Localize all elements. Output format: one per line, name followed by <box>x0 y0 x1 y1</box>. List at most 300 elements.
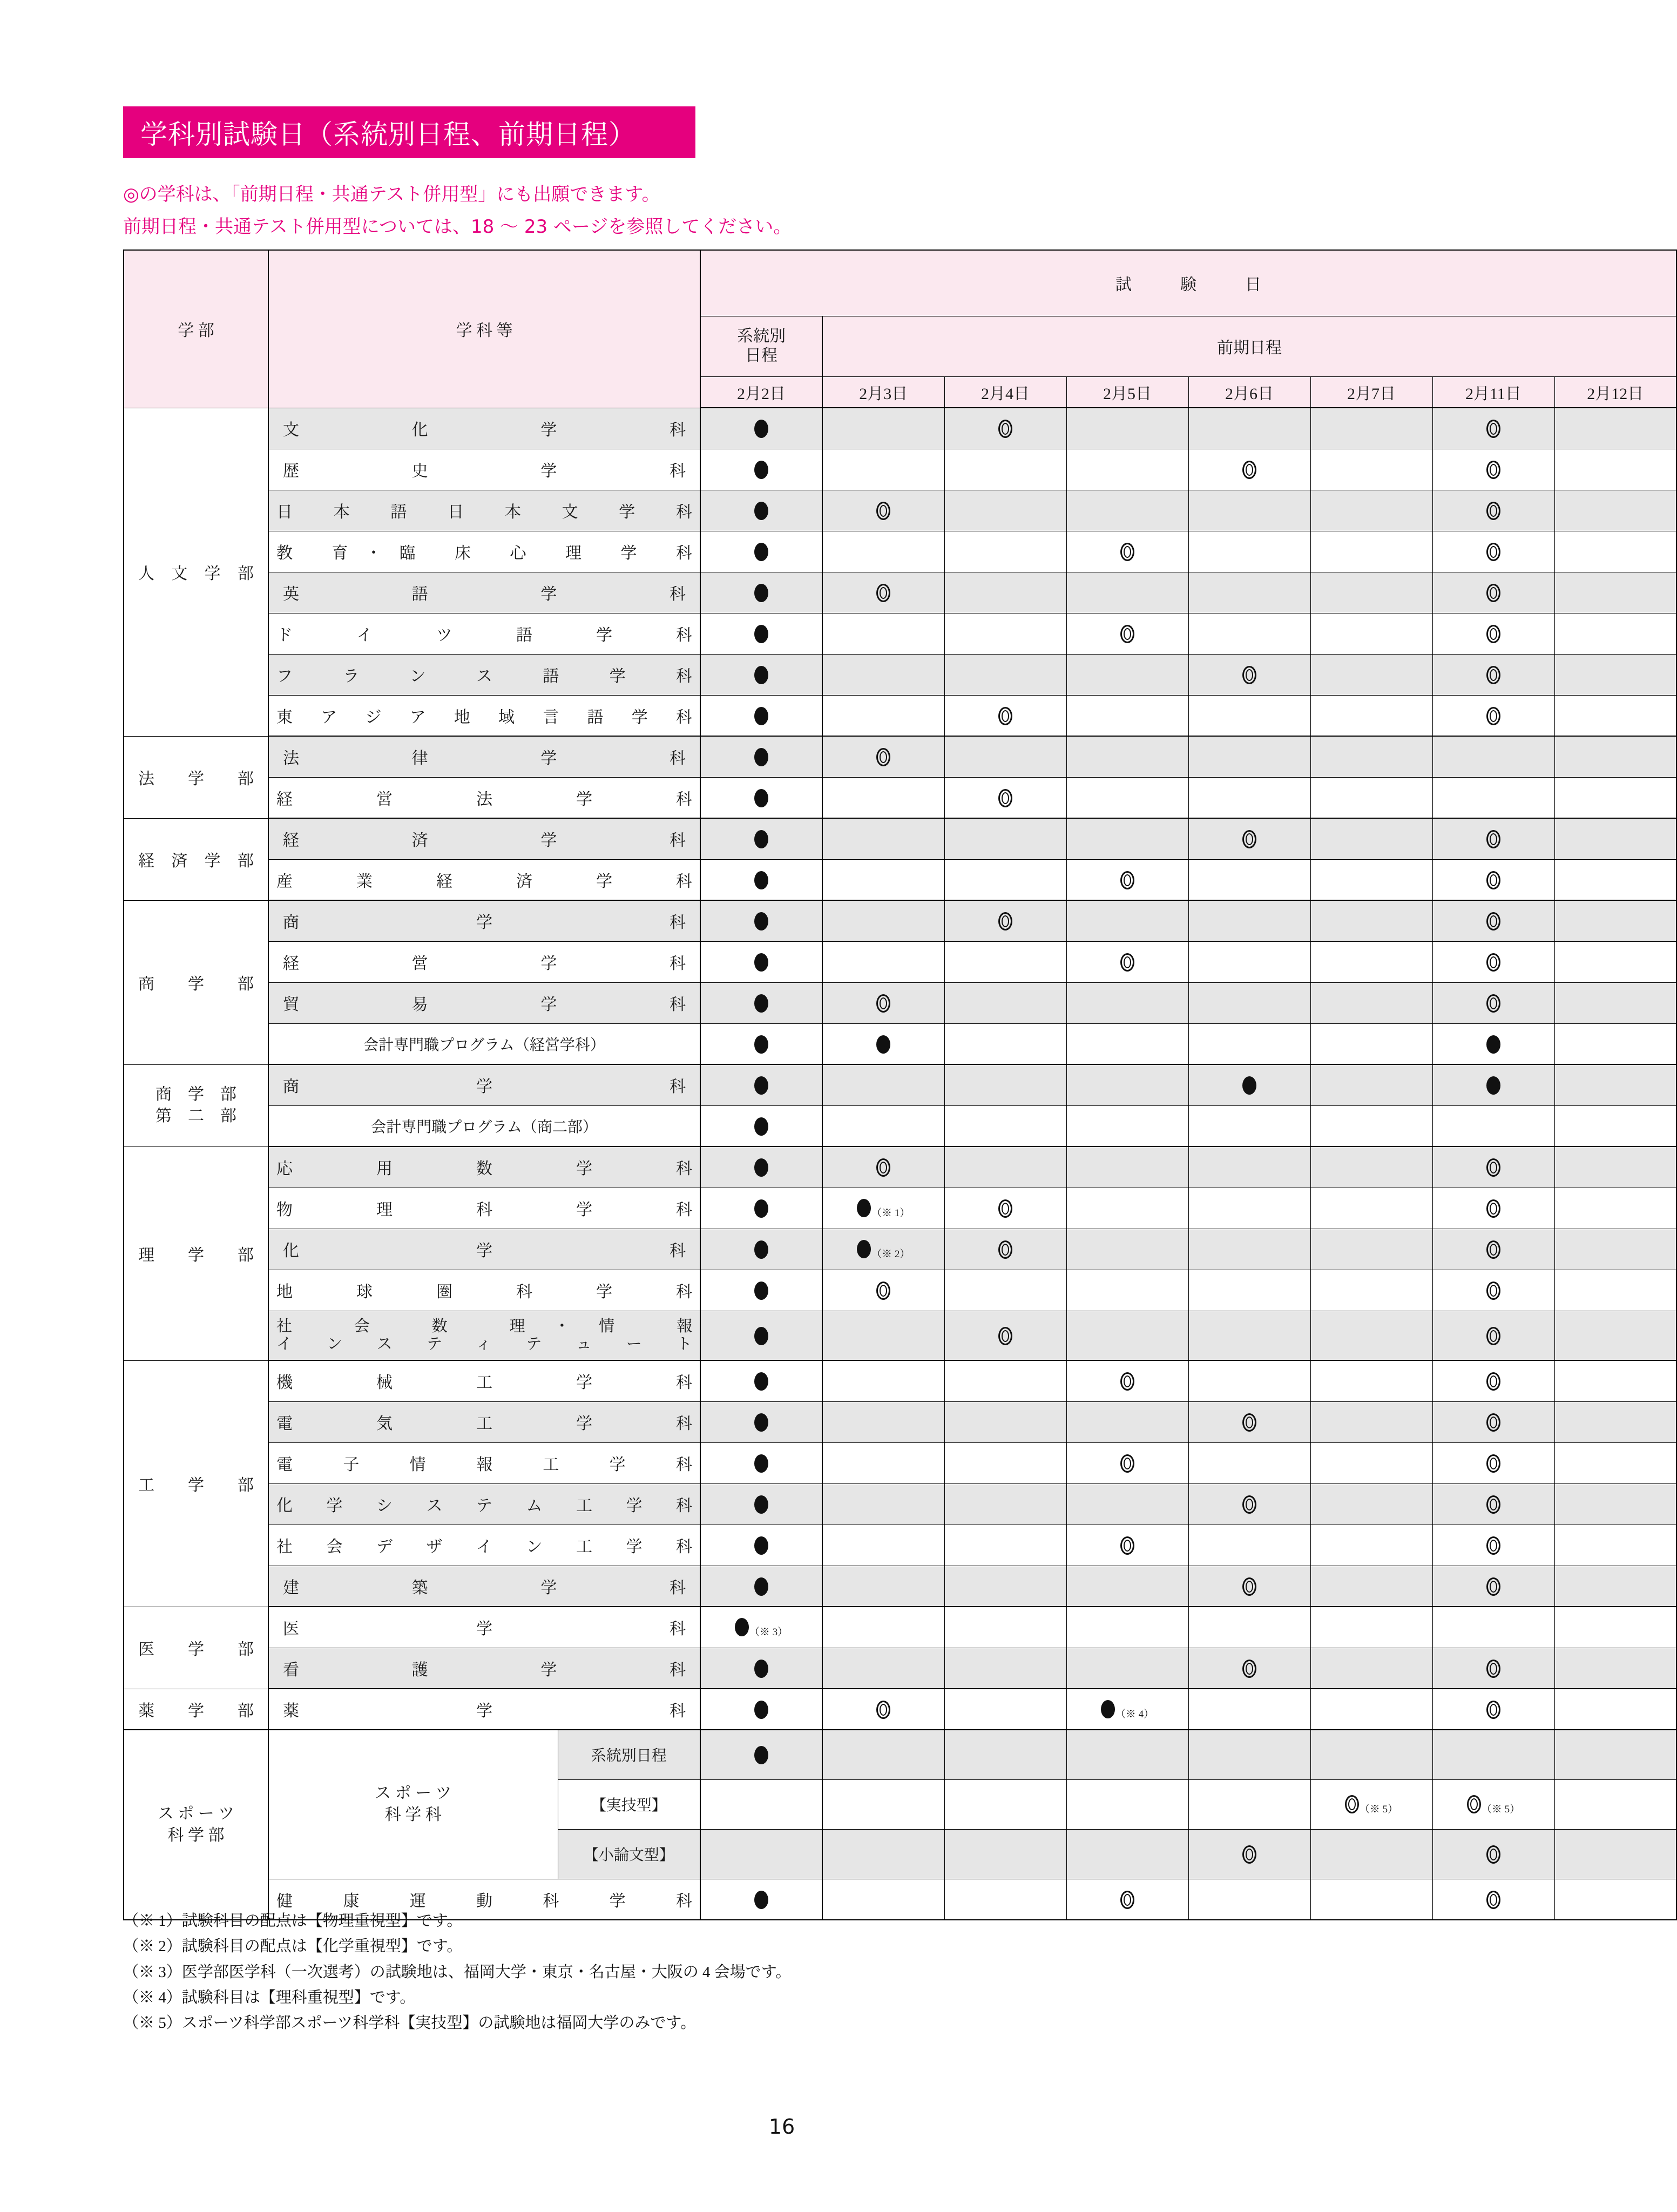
schedule-mark <box>754 1701 768 1719</box>
schedule-cell <box>944 1229 1066 1270</box>
mark-double-circle <box>876 502 890 520</box>
schedule-cell <box>822 1270 944 1311</box>
department-cell <box>268 818 700 859</box>
schedule-cell <box>700 1360 822 1401</box>
table-row <box>124 1648 1676 1689</box>
mark-filled-circle <box>754 707 768 725</box>
schedule-mark <box>876 748 890 766</box>
department-label: 英 語 学 科 <box>283 585 686 603</box>
schedule-cell <box>944 1607 1066 1648</box>
schedule-cell <box>822 818 944 859</box>
schedule-mark <box>1486 1413 1500 1432</box>
schedule-cell <box>700 1105 822 1147</box>
schedule-mark <box>754 461 768 479</box>
schedule-mark <box>754 707 768 725</box>
schedule-cell <box>1554 1311 1676 1360</box>
schedule-mark <box>1486 666 1500 684</box>
schedule-mark <box>754 994 768 1013</box>
schedule-cell <box>1066 736 1188 777</box>
footnote-5: （※ 5）スポーツ科学部スポーツ科学科【実技型】の試験地は福岡大学のみです。 <box>123 2014 697 2032</box>
mark-double-circle <box>1120 1891 1134 1909</box>
schedule-cell <box>1432 1442 1554 1483</box>
department-label: 機 械 工 学 科 <box>276 1374 692 1392</box>
schedule-cell <box>822 1401 944 1442</box>
schedule-cell <box>944 449 1066 490</box>
department-label: 東 ア ジ ア 地 域 言 語 学 科 <box>276 708 692 726</box>
schedule-cell <box>1554 695 1676 736</box>
mark-filled-circle <box>754 953 768 972</box>
department-label: 建 築 学 科 <box>283 1579 686 1597</box>
schedule-cell <box>1310 1064 1432 1105</box>
department-label: 経 済 学 科 <box>283 832 686 850</box>
faculty-label: 商 学 部 第 二 部 <box>124 1064 268 1147</box>
schedule-cell <box>1310 1188 1432 1229</box>
mark-double-circle <box>1486 994 1500 1013</box>
schedule-cell <box>700 777 822 818</box>
page-title: 学科別試験日（系統別日程、前期日程） <box>140 119 636 150</box>
department-cell <box>268 1064 700 1105</box>
schedule-cell <box>1310 818 1432 859</box>
schedule-cell <box>822 1689 944 1730</box>
schedule-cell <box>944 531 1066 572</box>
mark-filled-circle <box>735 1618 749 1636</box>
table-row <box>124 449 1676 490</box>
mark-filled-circle <box>754 1577 768 1596</box>
schedule-cell <box>1432 859 1554 900</box>
schedule-cell <box>1066 1730 1188 1779</box>
schedule-cell <box>700 613 822 654</box>
department-label: 経 営 法 学 科 <box>276 790 692 808</box>
schedule-cell <box>1066 695 1188 736</box>
schedule-cell <box>1554 1829 1676 1879</box>
schedule-cell <box>1066 654 1188 695</box>
schedule-mark <box>1242 461 1256 479</box>
schedule-cell <box>1188 1229 1310 1270</box>
schedule-mark <box>857 1199 910 1218</box>
schedule-cell <box>944 1064 1066 1105</box>
schedule-cell <box>1310 1648 1432 1689</box>
mark-filled-circle <box>754 1240 768 1259</box>
schedule-cell <box>1432 1229 1554 1270</box>
department-cell <box>268 1188 700 1229</box>
footnote-marker: （※ 2） <box>871 1249 910 1260</box>
mark-double-circle <box>1486 461 1500 479</box>
footnote-4: （※ 4）試験科目は【理科重視型】です。 <box>123 1988 416 2006</box>
schedule-cell <box>1554 531 1676 572</box>
schedule-cell <box>1432 1607 1554 1648</box>
department-label: 商 学 科 <box>283 1078 686 1096</box>
schedule-mark <box>754 543 768 561</box>
mark-double-circle <box>1486 1891 1500 1909</box>
mark-filled-circle <box>1101 1700 1115 1718</box>
department-cell <box>268 449 700 490</box>
schedule-mark <box>1486 1076 1500 1095</box>
mark-filled-circle <box>754 420 768 438</box>
table-row <box>124 818 1676 859</box>
footnote-marker: （※ 4） <box>1115 1709 1154 1720</box>
department-cell <box>268 531 700 572</box>
mark-double-circle <box>1242 1413 1256 1432</box>
schedule-cell <box>1554 859 1676 900</box>
department-label: 応 用 数 学 科 <box>276 1160 692 1178</box>
schedule-mark <box>754 420 768 438</box>
mark-filled-circle <box>754 1746 768 1764</box>
mark-double-circle <box>1345 1795 1359 1813</box>
department-cell <box>268 859 700 900</box>
schedule-cell <box>1066 1229 1188 1270</box>
schedule-cell <box>944 1689 1066 1730</box>
schedule-cell <box>1432 1105 1554 1147</box>
schedule-mark <box>1242 1076 1256 1095</box>
schedule-cell <box>1432 572 1554 613</box>
schedule-cell <box>700 1689 822 1730</box>
schedule-cell <box>700 1401 822 1442</box>
schedule-mark <box>1486 1495 1500 1514</box>
schedule-cell <box>1310 1147 1432 1188</box>
schedule-cell <box>822 1311 944 1360</box>
department-label: 経 営 学 科 <box>283 955 686 973</box>
department-cell <box>268 941 700 982</box>
schedule-cell <box>1554 1105 1676 1147</box>
department-label: 産 業 経 済 学 科 <box>276 872 692 891</box>
mark-filled-circle <box>754 1327 768 1345</box>
schedule-cell <box>944 1105 1066 1147</box>
schedule-cell <box>1554 449 1676 490</box>
schedule-cell <box>700 941 822 982</box>
schedule-cell <box>1310 531 1432 572</box>
department-cell <box>268 777 700 818</box>
schedule-mark <box>1467 1795 1520 1815</box>
schedule-cell <box>822 1829 944 1879</box>
schedule-cell <box>1310 408 1432 449</box>
mark-double-circle <box>1242 830 1256 848</box>
schedule-mark <box>1486 1199 1500 1218</box>
schedule-cell <box>944 1879 1066 1920</box>
schedule-cell <box>1432 1023 1554 1064</box>
header-date-2-3: 2月3日 <box>822 376 944 408</box>
mark-filled-circle <box>754 1372 768 1391</box>
department-label: 物 理 科 学 科 <box>276 1201 692 1219</box>
table-body <box>124 408 1676 1920</box>
schedule-cell <box>1188 1730 1310 1779</box>
schedule-cell <box>700 1147 822 1188</box>
schedule-mark <box>754 1199 768 1218</box>
schedule-mark <box>1486 1660 1500 1678</box>
schedule-cell <box>1310 1360 1432 1401</box>
schedule-cell <box>1554 818 1676 859</box>
schedule-mark <box>1486 625 1500 643</box>
mark-double-circle <box>998 1240 1012 1259</box>
schedule-cell <box>1066 1270 1188 1311</box>
header-zenki-nittei: 前期日程 <box>822 316 1676 376</box>
schedule-cell <box>1310 941 1432 982</box>
faculty-label: 経 済 学 部 <box>124 818 268 900</box>
mark-double-circle <box>1242 666 1256 684</box>
schedule-cell <box>1188 1311 1310 1360</box>
schedule-mark <box>754 748 768 766</box>
schedule-cell <box>700 408 822 449</box>
table-row <box>124 1689 1676 1730</box>
schedule-mark <box>1242 830 1256 848</box>
mark-filled-circle <box>754 871 768 889</box>
schedule-cell <box>1432 1829 1554 1879</box>
schedule-cell <box>700 736 822 777</box>
schedule-cell <box>1066 859 1188 900</box>
schedule-mark <box>998 420 1012 438</box>
schedule-cell <box>944 818 1066 859</box>
schedule-cell <box>822 1483 944 1525</box>
footnote-3: （※ 3）医学部医学科（一次選考）の試験地は、福岡大学・東京・名古屋・大阪の 4 会場です。 <box>123 1963 792 1981</box>
schedule-cell <box>1432 1730 1554 1779</box>
schedule-cell <box>1066 900 1188 941</box>
schedule-mark <box>754 1282 768 1300</box>
mark-double-circle <box>998 1199 1012 1218</box>
exam-schedule-table <box>123 249 1677 1920</box>
mark-double-circle <box>1486 1454 1500 1473</box>
mark-double-circle <box>1120 625 1134 643</box>
schedule-cell <box>944 1648 1066 1689</box>
mark-double-circle <box>876 1282 890 1300</box>
mark-double-circle <box>1486 1577 1500 1596</box>
mark-filled-circle <box>754 584 768 602</box>
schedule-mark <box>1120 1536 1134 1555</box>
schedule-cell <box>1066 1401 1188 1442</box>
schedule-cell <box>1310 1229 1432 1270</box>
schedule-mark <box>1486 830 1500 848</box>
table-row <box>124 654 1676 695</box>
schedule-cell <box>822 982 944 1023</box>
department-label: フ ラ ン ス 語 学 科 <box>276 667 692 685</box>
header-keitou-nittei: 系統別 日程 <box>700 316 822 376</box>
schedule-cell <box>1188 695 1310 736</box>
mark-double-circle <box>876 584 890 602</box>
mark-filled-circle <box>754 1454 768 1473</box>
table-row <box>124 982 1676 1023</box>
schedule-cell <box>1432 449 1554 490</box>
schedule-cell <box>822 1730 944 1779</box>
schedule-cell <box>944 1483 1066 1525</box>
schedule-cell <box>1310 777 1432 818</box>
schedule-cell <box>822 1064 944 1105</box>
mark-double-circle <box>1486 666 1500 684</box>
table-row <box>124 695 1676 736</box>
schedule-mark <box>754 1454 768 1473</box>
schedule-cell <box>1310 982 1432 1023</box>
schedule-cell <box>1188 1483 1310 1525</box>
mark-filled-circle <box>754 994 768 1013</box>
schedule-cell <box>1432 1779 1554 1829</box>
schedule-cell <box>822 1779 944 1829</box>
schedule-cell <box>700 1311 822 1360</box>
table-row <box>124 736 1676 777</box>
schedule-cell <box>1066 1607 1188 1648</box>
schedule-cell <box>700 531 822 572</box>
mark-double-circle <box>1120 953 1134 972</box>
mark-double-circle <box>1486 1199 1500 1218</box>
schedule-cell <box>1432 1064 1554 1105</box>
schedule-cell <box>1066 531 1188 572</box>
schedule-cell <box>1554 654 1676 695</box>
lead-note-1: ◎の学科は、「前期日程・共通テスト併用型」にも出願できます。 <box>123 184 660 205</box>
department-label: 電 気 工 学 科 <box>276 1415 692 1433</box>
schedule-mark <box>754 1495 768 1514</box>
table-row <box>124 1188 1676 1229</box>
schedule-cell <box>700 1483 822 1525</box>
mark-double-circle <box>1486 1701 1500 1719</box>
header-date-2-5: 2月5日 <box>1066 376 1188 408</box>
department-cell <box>268 613 700 654</box>
page-number: 16 <box>768 2115 795 2139</box>
schedule-cell <box>1554 613 1676 654</box>
mark-double-circle <box>1242 1577 1256 1596</box>
schedule-mark <box>1120 953 1134 972</box>
mark-filled-circle <box>754 1282 768 1300</box>
footnote-2: （※ 2）試験科目の配点は【化学重視型】です。 <box>123 1938 463 1955</box>
schedule-cell <box>822 613 944 654</box>
schedule-mark <box>998 1327 1012 1345</box>
mark-filled-circle <box>754 1413 768 1432</box>
schedule-cell <box>944 777 1066 818</box>
table-row <box>124 1566 1676 1607</box>
mark-filled-circle <box>754 1158 768 1177</box>
schedule-cell <box>1188 1689 1310 1730</box>
mark-double-circle <box>1486 830 1500 848</box>
mark-double-circle <box>1486 1158 1500 1177</box>
schedule-cell <box>1554 1879 1676 1920</box>
department-cell <box>268 1442 700 1483</box>
schedule-cell <box>1066 1105 1188 1147</box>
mark-double-circle <box>1486 1327 1500 1345</box>
mark-filled-circle <box>754 1891 768 1909</box>
schedule-cell <box>822 1566 944 1607</box>
schedule-mark <box>754 584 768 602</box>
schedule-mark <box>754 1660 768 1678</box>
department-cell <box>268 736 700 777</box>
schedule-cell <box>944 1442 1066 1483</box>
schedule-cell <box>1432 941 1554 982</box>
mark-double-circle <box>1242 1495 1256 1514</box>
schedule-mark <box>1486 1327 1500 1345</box>
mark-double-circle <box>1120 1454 1134 1473</box>
schedule-mark <box>1486 1577 1500 1596</box>
schedule-cell <box>1310 1401 1432 1442</box>
schedule-cell <box>1310 1829 1432 1879</box>
schedule-mark <box>876 1158 890 1177</box>
department-label: 法 律 学 科 <box>283 750 686 768</box>
schedule-cell <box>944 1188 1066 1229</box>
schedule-cell <box>1188 1779 1310 1829</box>
schedule-cell <box>1310 449 1432 490</box>
schedule-cell <box>1432 1311 1554 1360</box>
mark-double-circle <box>1486 584 1500 602</box>
faculty-label: 工 学 部 <box>124 1360 268 1607</box>
schedule-mark <box>754 1035 768 1054</box>
mark-double-circle <box>1486 1413 1500 1432</box>
schedule-cell <box>1554 777 1676 818</box>
schedule-cell <box>822 900 944 941</box>
schedule-cell <box>822 654 944 695</box>
schedule-mark <box>876 1035 890 1054</box>
schedule-cell <box>1066 613 1188 654</box>
schedule-mark <box>876 502 890 520</box>
department-cell <box>268 1360 700 1401</box>
schedule-cell <box>944 900 1066 941</box>
schedule-cell <box>1188 1270 1310 1311</box>
department-label: 看 護 学 科 <box>283 1661 686 1679</box>
schedule-mark <box>1242 666 1256 684</box>
mark-double-circle <box>1242 1845 1256 1864</box>
schedule-mark <box>876 584 890 602</box>
schedule-mark <box>1486 1845 1500 1864</box>
faculty-label: 理 学 部 <box>124 1147 268 1360</box>
mark-filled-circle <box>754 1495 768 1514</box>
schedule-mark <box>754 1240 768 1259</box>
mark-double-circle <box>998 789 1012 807</box>
schedule-cell <box>1554 1360 1676 1401</box>
schedule-cell <box>1066 572 1188 613</box>
schedule-cell <box>822 408 944 449</box>
schedule-cell <box>700 1023 822 1064</box>
department-label: 電 子 情 報 工 学 科 <box>276 1456 692 1474</box>
schedule-mark <box>754 625 768 643</box>
schedule-mark <box>1486 420 1500 438</box>
schedule-cell <box>1432 695 1554 736</box>
schedule-cell <box>1554 1023 1676 1064</box>
schedule-cell <box>1066 1879 1188 1920</box>
schedule-cell <box>1188 1648 1310 1689</box>
department-cell <box>268 695 700 736</box>
schedule-cell <box>1554 490 1676 531</box>
table-row <box>124 1270 1676 1311</box>
schedule-cell <box>1310 1105 1432 1147</box>
schedule-cell <box>1310 1270 1432 1311</box>
schedule-mark <box>998 707 1012 725</box>
department-label: 会計専門職プログラム（商二部） <box>371 1118 598 1136</box>
schedule-cell <box>700 1779 822 1829</box>
schedule-cell <box>1188 777 1310 818</box>
footnote-marker: （※ 1） <box>871 1208 910 1219</box>
mark-filled-circle <box>754 625 768 643</box>
schedule-cell <box>944 1360 1066 1401</box>
department-label: 薬 学 科 <box>283 1702 686 1720</box>
schedule-cell <box>700 1648 822 1689</box>
schedule-cell <box>1188 1105 1310 1147</box>
schedule-cell <box>1554 900 1676 941</box>
schedule-cell <box>1188 572 1310 613</box>
schedule-mark <box>1486 707 1500 725</box>
mark-double-circle <box>1120 871 1134 889</box>
table-row <box>124 1483 1676 1525</box>
schedule-cell <box>1554 1188 1676 1229</box>
schedule-cell <box>1432 408 1554 449</box>
schedule-mark <box>1486 1035 1500 1054</box>
department-label: 化 学 シ ス テ ム 工 学 科 <box>276 1497 692 1515</box>
schedule-cell <box>1432 1360 1554 1401</box>
schedule-cell <box>944 941 1066 982</box>
schedule-mark <box>1486 1372 1500 1391</box>
schedule-cell <box>1310 1311 1432 1360</box>
schedule-cell <box>700 695 822 736</box>
schedule-cell <box>1554 736 1676 777</box>
department-label: 会計専門職プログラム（経営学科） <box>363 1036 605 1054</box>
mark-double-circle <box>998 912 1012 930</box>
table-row <box>124 777 1676 818</box>
department-label: 教 育・臨 床 心 理 学 科 <box>276 544 692 562</box>
mark-double-circle <box>876 1701 890 1719</box>
mark-double-circle <box>1120 1536 1134 1555</box>
schedule-cell <box>700 572 822 613</box>
schedule-cell <box>1310 1483 1432 1525</box>
